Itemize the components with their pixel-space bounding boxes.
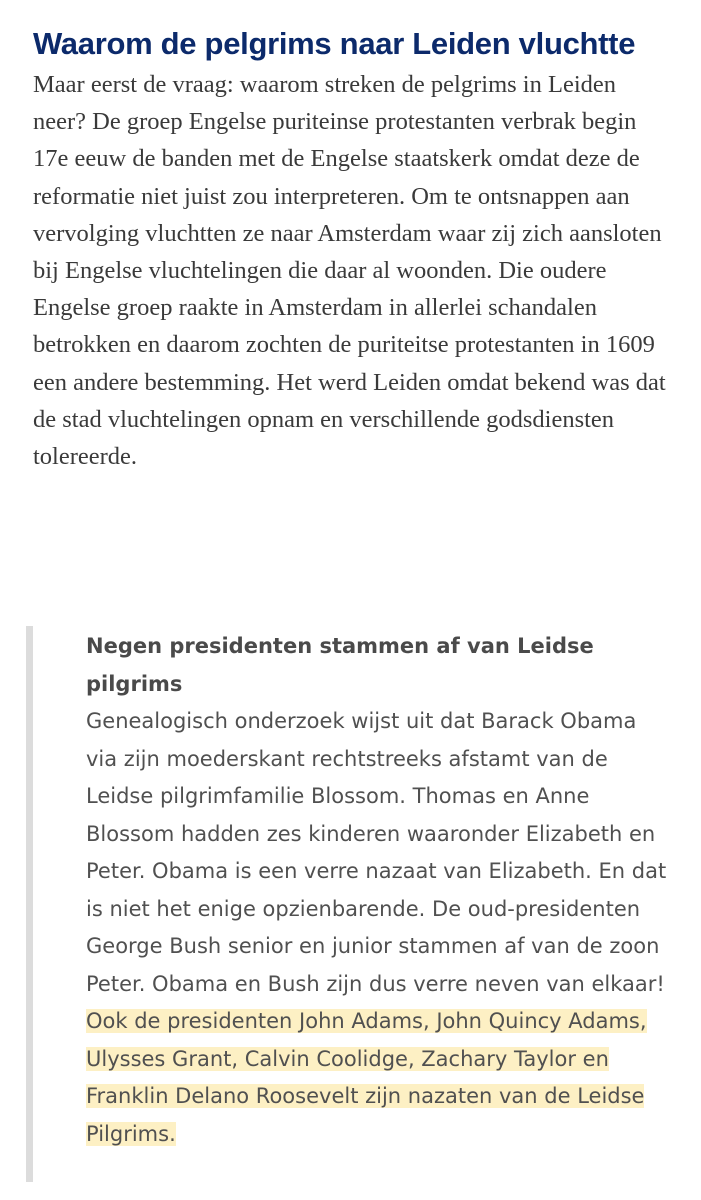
article — [33, 22, 683, 475]
article-body: Maar eerst de vraag: waarom streken de pelgrims in Leiden neer? De groep Engelse puriteinse protestanten verbrak begin 17e eeuw de banden met de Engelse staatskerk omdat deze de reformatie niet juist zou interpreteren. Om te ontsnappen aan vervolging vluchtten ze naar Amsterdam waar zij zich aansloten bij Engelse vluchtelingen die daar al woonden. Die oudere Engelse groep raakte in Amsterdam in allerlei schandalen betrokken en daarom zochten de puriteitse protestanten in 1609 een andere bestemming. Het werd Leiden omdat bekend was dat de stad vluchtelingen opnam en verschillende godsdiensten tolereerde. — [33, 71, 666, 471]
callout-box — [26, 626, 676, 1182]
callout-title: Negen presidenten stammen af van Leidse pilgrims — [86, 634, 594, 696]
callout-body — [86, 703, 671, 1153]
highlighted-text: Ook de presidenten John Adams, John Quincy Adams, Ulysses Grant, Calvin Coolidge, Zachary Taylor en Franklin Delano Roosevelt zijn nazaten van de Leidse Pilgrims. — [86, 1009, 647, 1146]
article-heading: Waarom de pelgrims naar Leiden vluchtte — [33, 26, 636, 61]
callout-body-text: Genealogisch onderzoek wijst uit dat Barack Obama via zijn moederskant rechtstreeks afstamt van de Leidse pilgrimfamilie Blossom. Thomas en Anne Blossom hadden zes kinderen waaronder Elizabeth en Peter. Obama is een verre nazaat van Elizabeth. En dat is niet het enige opzienbarende. De oud-presidenten George Bush senior en junior stammen af van de zoon Peter. Obama en Bush zijn dus verre neven van elkaar! — [86, 709, 667, 996]
